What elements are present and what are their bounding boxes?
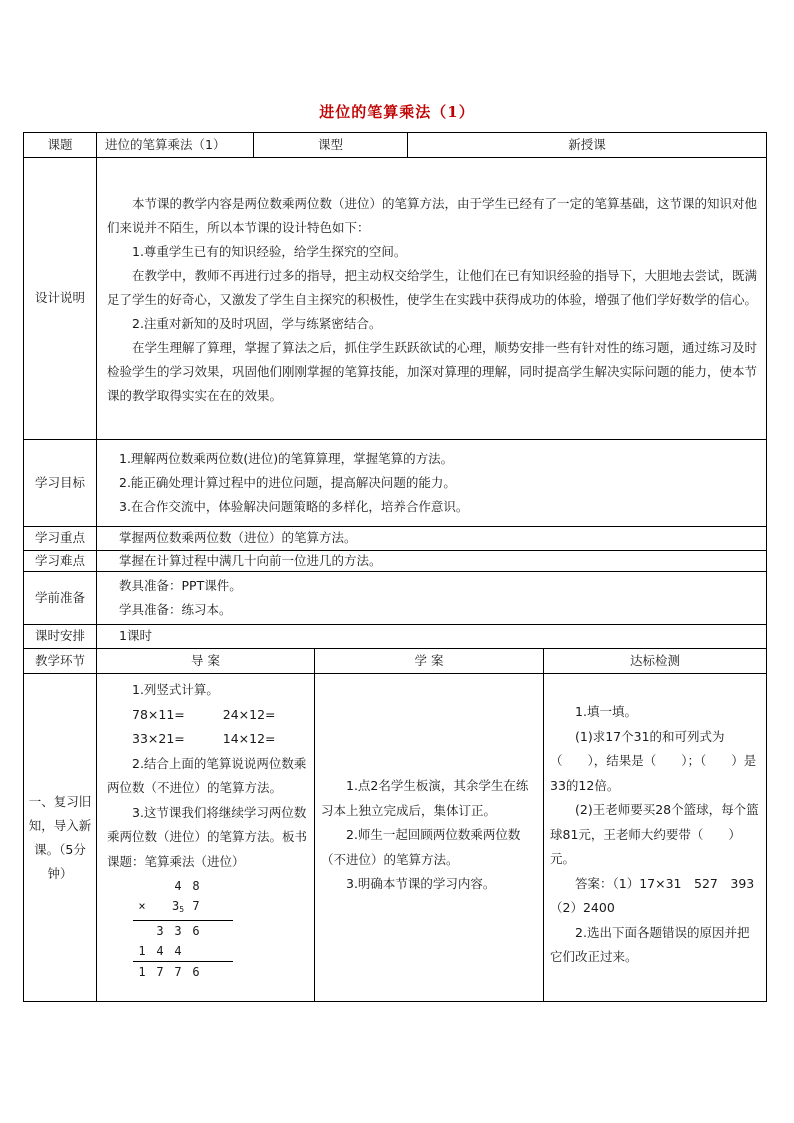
stage1-row xyxy=(24,674,767,1002)
stage1-check xyxy=(544,674,767,1002)
design-paragraph: 在教学中，教师不再进行过多的指导，把主动权交给学生，让他们在已有知识经验的指导下，大胆地去尝试，既满足了学生的好奇心，又激发了学生自主探究的积极性，使学生在实践中获得成功的体验，增强了他们学好数学的信心。 xyxy=(107,267,758,307)
column-learn: 学 案 xyxy=(315,649,544,674)
prep-teacher: 教具准备：PPT课件。 xyxy=(119,578,242,593)
lesson-plan-table xyxy=(23,132,767,1002)
guide-step: 2.结合上面的笔算说说两位数乘两位数（不进位）的笔算方法。 xyxy=(107,755,307,795)
design-content xyxy=(97,158,767,440)
document-title: 进位的笔算乘法（1） xyxy=(319,103,475,121)
key-content: 掌握两位数乘两位数（进位）的笔算方法。 xyxy=(97,527,767,551)
label-prep: 学前准备 xyxy=(24,572,97,625)
check-item: 1.填一填。 xyxy=(575,704,637,719)
design-paragraph: 1.尊重学生已有的知识经验，给学生探究的空间。 xyxy=(132,243,407,259)
check-item: (2)王老师要买28个篮球，每个篮球81元，王老师大约要带（ ）元。 xyxy=(550,802,759,866)
carry-digit: 5 xyxy=(179,905,185,914)
lesson-type: 新授课 xyxy=(408,133,767,158)
label-design: 设计说明 xyxy=(24,158,97,440)
stage1-name: 一、复习旧知，导入新课。（5分钟） xyxy=(24,674,97,1002)
calc-expression: 24×12= xyxy=(222,706,276,722)
column-guide: 导 案 xyxy=(97,649,315,674)
label-schedule: 课时安排 xyxy=(24,625,97,649)
key-row xyxy=(24,527,767,551)
label-goals: 学习目标 xyxy=(24,440,97,527)
vertical-row: 1 7 7 6 xyxy=(133,961,233,982)
goal-item: 2.能正确处理计算过程中的进位问题，提高解决问题的能力。 xyxy=(119,475,456,490)
design-paragraph: 本节课的教学内容是两位数乘两位数（进位）的笔算方法，由于学生已经有了一定的笔算基础，这节课的知识对他们来说并不陌生，所以本节课的设计特色如下： xyxy=(107,195,758,235)
check-item: (1)求17个31的和可列式为（ ），结果是（ ）；（ ）是33的12倍。 xyxy=(550,728,757,793)
lesson-name: 进位的笔算乘法（1） xyxy=(97,133,254,158)
check-answer: 答案：（1）17×31 527 393（2）2400 xyxy=(550,875,755,915)
prep-row xyxy=(24,572,767,625)
difficulty-row xyxy=(24,551,767,572)
learn-step: 3.明确本节课的学习内容。 xyxy=(346,876,496,891)
label-lesson: 课题 xyxy=(24,133,97,158)
vertical-multiplication xyxy=(133,876,233,982)
prep-student: 学具准备：练习本。 xyxy=(119,602,232,617)
calc-row xyxy=(107,727,310,752)
goals-content xyxy=(97,440,767,527)
goal-item: 3.在合作交流中，体验解决问题策略的多样化，培养合作意识。 xyxy=(119,499,469,514)
goal-item: 1.理解两位数乘两位数(进位)的笔算算理，掌握笔算的方法。 xyxy=(119,451,454,466)
design-paragraph: 2.注重对新知的及时巩固，学与练紧密结合。 xyxy=(132,315,382,331)
calc-row xyxy=(107,703,310,728)
column-check: 达标检测 xyxy=(544,649,767,674)
vertical-digit-with-carry: $3_5$ xyxy=(171,899,185,914)
design-row xyxy=(24,158,767,440)
stage1-learn xyxy=(315,674,544,1002)
learn-step: 1.点2名学生板演，其余学生在练习本上独立完成后，集体订正。 xyxy=(321,778,529,818)
schedule-row xyxy=(24,625,767,649)
calc-expression: 78×11= xyxy=(132,706,185,722)
check-item: 2.选出下面各题错误的原因并把它们改正过来。 xyxy=(550,924,750,964)
calc-expression: 33×21= xyxy=(132,731,185,746)
header-row xyxy=(24,133,767,158)
vertical-row: 1 4 4 xyxy=(138,944,182,958)
vertical-row: × $3_5$ 7 xyxy=(133,896,233,920)
stage1-guide xyxy=(97,674,315,1002)
column-stage: 教学环节 xyxy=(24,649,97,674)
calc-expression: 14×12= xyxy=(222,731,276,746)
column-header-row xyxy=(24,649,767,674)
label-difficulty: 学习难点 xyxy=(24,551,97,572)
label-type: 课型 xyxy=(254,133,408,158)
schedule-content: 1课时 xyxy=(97,625,767,649)
vertical-row: 3 3 6 xyxy=(133,920,233,941)
vertical-row: 4 8 xyxy=(174,879,200,893)
design-paragraph: 在学生理解了算理，掌握了算法之后，抓住学生跃跃欲试的心理，顺势安排一些有针对性的练习题，通过练习及时检验学生的学习效果，巩固他们刚刚掌握的笔算技能，加深对算理的理解，同时提高学生解决实际问题的能力，使本节课的教学取得实实在在的效果。 xyxy=(107,339,758,403)
goals-row xyxy=(24,440,767,527)
guide-step: 1.列竖式计算。 xyxy=(132,682,219,697)
learn-step: 2.师生一起回顾两位数乘两位数（不进位）的笔算方法。 xyxy=(321,827,521,867)
prep-content xyxy=(97,572,767,625)
difficulty-content: 掌握在计算过程中满几十向前一位进几的方法。 xyxy=(97,551,767,572)
guide-step: 3.这节课我们将继续学习两位数乘两位数（进位）的笔算方法。板书课题：笔算乘法（进位） xyxy=(107,804,308,869)
label-key: 学习重点 xyxy=(24,527,97,551)
